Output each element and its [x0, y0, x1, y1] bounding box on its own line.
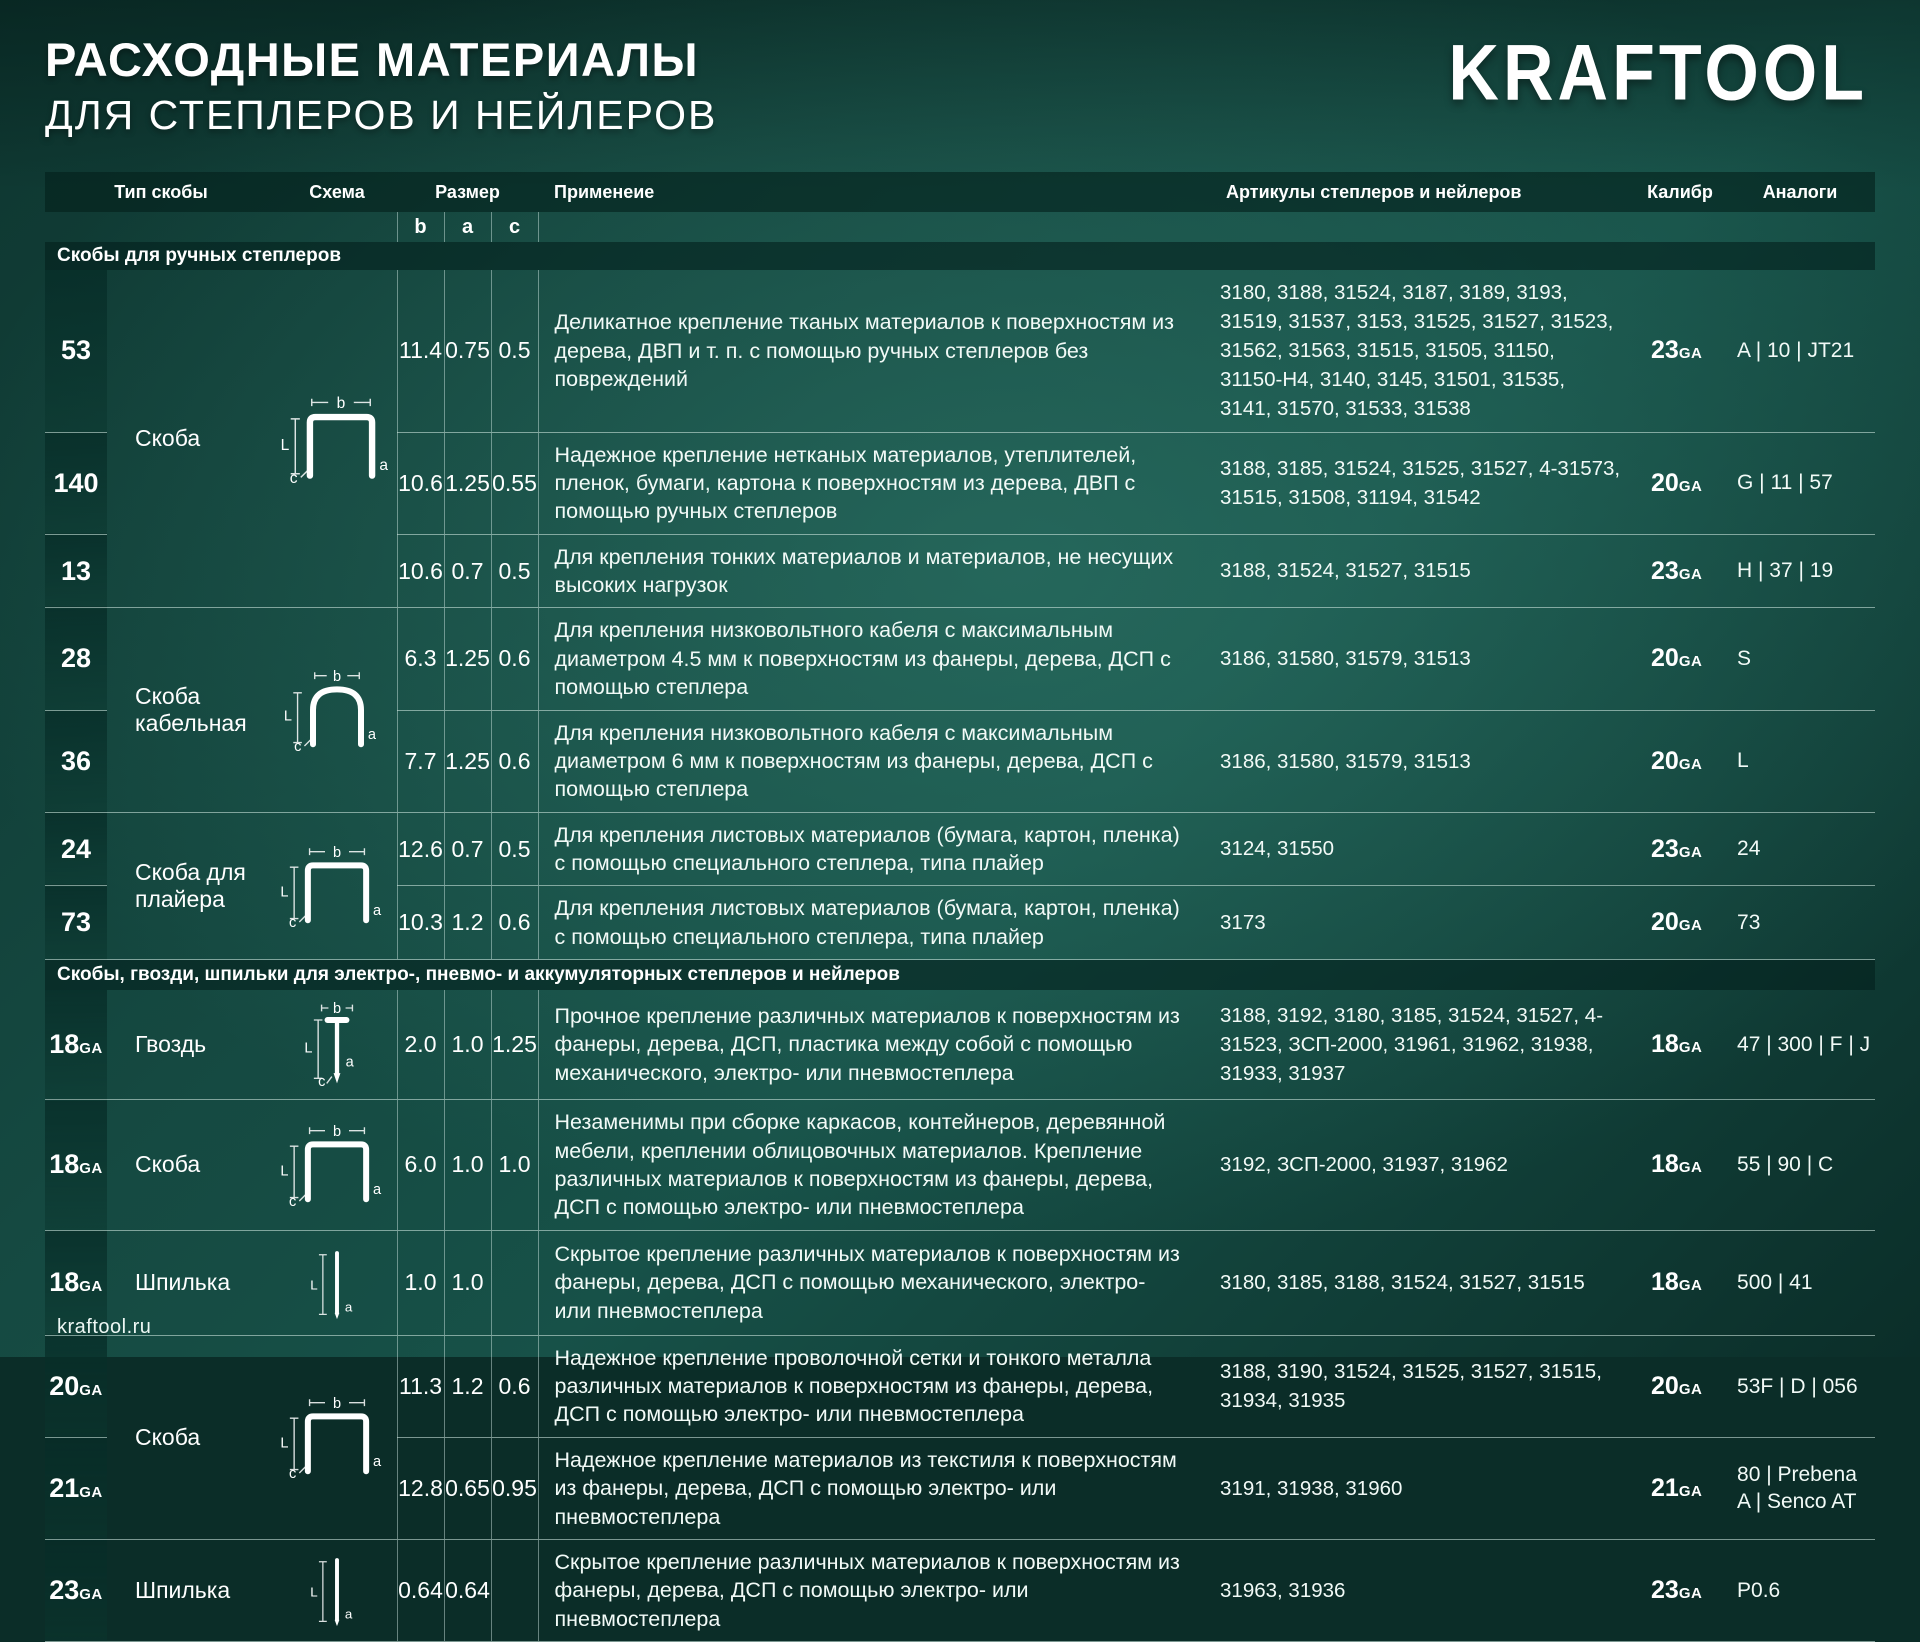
analogs-value: H | 37 | 19: [1725, 534, 1875, 608]
type-label: Гвоздь: [107, 990, 277, 1100]
size-b-value: 12.6: [397, 812, 444, 886]
analogs-value: S: [1725, 608, 1875, 710]
svg-text:c: c: [289, 1194, 297, 1211]
svg-text:L: L: [280, 1435, 289, 1452]
analogs-value: G | 11 | 57: [1725, 432, 1875, 534]
schema-cell: [277, 1335, 397, 1539]
application-text: Незаменимы при сборке каркасов, контейнеров, деревянной мебели, креплении облицовочных материалов. Крепление различных материалов к поверхностям из фанеры, дерева, ДСП с помощью электро- или пневмостеплера: [538, 1100, 1210, 1231]
application-text: Для крепления листовых материалов (бумага, картон, пленка) с помощью специального степлера, типа плайер: [538, 812, 1210, 886]
caliber-value: 23GA: [1635, 270, 1725, 432]
caliber-value: 20GA: [1635, 432, 1725, 534]
articles-list: 3188, 3185, 31524, 31525, 31527, 4-31573, 31515, 31508, 31194, 31542: [1210, 432, 1635, 534]
size-a-value: 0.64: [444, 1539, 491, 1641]
size-a-value: 0.75: [444, 270, 491, 432]
type-label: Шпилька: [107, 1230, 277, 1335]
size-b-value: 10.6: [397, 534, 444, 608]
articles-list: 3180, 3188, 31524, 3187, 3189, 3193, 31519, 31537, 3153, 31525, 31527, 31523, 31562, 31563, 31515, 31505, 31150, 31150-H4, 3140, 3145, 31501, 31535, 3141, 31570, 31533, 31538: [1210, 270, 1635, 432]
col-header-application: Применеие: [538, 172, 1210, 212]
svg-text:L: L: [310, 1276, 318, 1292]
size-c-value: 0.6: [491, 608, 538, 710]
table-row: [45, 990, 1875, 1100]
table-row: [45, 1539, 1875, 1641]
svg-text:a: a: [373, 1454, 382, 1471]
analogs-value: L: [1725, 710, 1875, 812]
table-row: [45, 1100, 1875, 1231]
section-title: Скобы, гвозди, шпильки для электро-, пневмо- и аккумуляторных степлеров и нейлеров: [45, 960, 1875, 990]
svg-text:b: b: [332, 1001, 342, 1018]
caliber-value: 21GA: [1635, 1437, 1725, 1539]
svg-text:c: c: [318, 1074, 326, 1091]
caliber-value: 20GA: [1635, 608, 1725, 710]
size-a-value: 1.25: [444, 608, 491, 710]
size-a-value: 1.25: [444, 432, 491, 534]
application-text: Надежное крепление материалов из текстиля к поверхностям из фанеры, дерева, ДСП с помощью электро- или пневмостеплера: [538, 1437, 1210, 1539]
application-text: Скрытое крепление различных материалов к поверхностям из фанеры, дерева, ДСП с помощью электро- или пневмостеплера: [538, 1539, 1210, 1641]
size-c-header: c: [491, 212, 538, 242]
articles-list: 3173: [1210, 886, 1635, 960]
size-b-value: 11.4: [397, 270, 444, 432]
size-a-value: 0.7: [444, 534, 491, 608]
row-number: 53: [45, 270, 107, 432]
svg-text:a: a: [344, 1606, 353, 1622]
cable-staple-schema-drawing: [277, 666, 397, 754]
articles-list: 3188, 31524, 31527, 31515: [1210, 534, 1635, 608]
size-c-value: 0.6: [491, 710, 538, 812]
svg-text:b: b: [332, 1123, 342, 1140]
svg-text:L: L: [283, 708, 292, 725]
row-number: 18GA: [45, 990, 107, 1100]
size-b-header: b: [397, 212, 444, 242]
row-number: 140: [45, 432, 107, 534]
size-c-value: 0.5: [491, 812, 538, 886]
size-c-value: 1.0: [491, 1100, 538, 1231]
schema-cell: [277, 270, 397, 608]
schema-cell: [277, 990, 397, 1100]
size-b-value: 10.3: [397, 886, 444, 960]
articles-list: 3188, 3192, 3180, 3185, 31524, 31527, 4-31523, ЗСП-2000, 31961, 31962, 31938, 31933, 31937: [1210, 990, 1635, 1100]
pin-schema-drawing: [282, 1239, 392, 1327]
svg-text:L: L: [280, 436, 290, 454]
type-label: Скоба для плайера: [107, 812, 277, 960]
type-label: Скоба кабельная: [107, 608, 277, 812]
size-b-value: 1.0: [397, 1230, 444, 1335]
section-row-electric-staplers: [45, 960, 1875, 990]
size-b-value: 10.6: [397, 432, 444, 534]
analogs-value: A | 10 | JT21: [1725, 270, 1875, 432]
size-b-value: 12.8: [397, 1437, 444, 1539]
size-a-value: 1.0: [444, 990, 491, 1100]
application-text: Деликатное крепление тканых материалов к поверхностям из дерева, ДВП и т. п. с помощью ручных степлеров без повреждений: [538, 270, 1210, 432]
row-number: 28: [45, 608, 107, 710]
application-text: Надежное крепление нетканых материалов, утеплителей, пленок, бумаги, картона к поверхностям из дерева, ДВП с помощью ручных степлеров: [538, 432, 1210, 534]
analogs-value: 500 | 41: [1725, 1230, 1875, 1335]
schema-cell: [277, 1100, 397, 1231]
size-a-header: a: [444, 212, 491, 242]
analogs-value: 53F | D | 056: [1725, 1335, 1875, 1437]
size-b-value: 2.0: [397, 990, 444, 1100]
size-b-value: 11.3: [397, 1335, 444, 1437]
svg-text:a: a: [373, 903, 382, 920]
row-number: 73: [45, 886, 107, 960]
row-number: 21GA: [45, 1437, 107, 1539]
table-row: [45, 1230, 1875, 1335]
caliber-value: 23GA: [1635, 1539, 1725, 1641]
size-c-value: 0.95: [491, 1437, 538, 1539]
table-header-row: [45, 172, 1875, 212]
type-label: Шпилька: [107, 1539, 277, 1641]
col-header-schema: Схема: [277, 172, 397, 212]
size-a-value: 1.2: [444, 1335, 491, 1437]
size-b-value: 7.7: [397, 710, 444, 812]
size-a-value: 0.65: [444, 1437, 491, 1539]
size-c-value: [491, 1230, 538, 1335]
svg-text:L: L: [280, 1163, 289, 1180]
size-c-value: 0.5: [491, 534, 538, 608]
svg-text:b: b: [332, 844, 342, 861]
type-label: Скоба: [107, 270, 277, 608]
articles-list: 3192, ЗСП-2000, 31937, 31962: [1210, 1100, 1635, 1231]
size-c-value: [491, 1539, 538, 1641]
row-number: 18GA: [45, 1230, 107, 1335]
col-header-analogs: Аналоги: [1725, 172, 1875, 212]
row-number: 36: [45, 710, 107, 812]
size-a-value: 1.2: [444, 886, 491, 960]
svg-text:a: a: [344, 1298, 353, 1314]
schema-cell: [277, 608, 397, 812]
type-label: Скоба: [107, 1335, 277, 1539]
size-c-value: 1.25: [491, 990, 538, 1100]
caliber-value: 23GA: [1635, 534, 1725, 608]
col-header-type: Тип скобы: [45, 172, 277, 212]
size-c-value: 0.6: [491, 886, 538, 960]
row-number: 23GA: [45, 1539, 107, 1641]
application-text: Для крепления низковольтного кабеля с максимальным диаметром 6 мм к поверхностям из фанеры, дерева, ДСП с помощью степлера: [538, 710, 1210, 812]
analogs-value: 80 | Prebena A | Senco AT: [1725, 1437, 1875, 1539]
analogs-value: 24: [1725, 812, 1875, 886]
articles-list: 3191, 31938, 31960: [1210, 1437, 1635, 1539]
size-a-value: 1.0: [444, 1100, 491, 1231]
size-c-value: 0.5: [491, 270, 538, 432]
svg-text:a: a: [367, 727, 376, 744]
svg-text:b: b: [336, 394, 346, 412]
svg-text:a: a: [379, 456, 389, 474]
caliber-value: 20GA: [1635, 886, 1725, 960]
size-a-value: 1.25: [444, 710, 491, 812]
section-title: Скобы для ручных степлеров: [45, 242, 1875, 270]
size-c-value: 0.6: [491, 1335, 538, 1437]
size-a-value: 0.7: [444, 812, 491, 886]
svg-text:a: a: [345, 1054, 354, 1071]
analogs-value: 47 | 300 | F | J: [1725, 990, 1875, 1100]
size-subheader-row: [45, 212, 1875, 242]
row-number: 24: [45, 812, 107, 886]
application-text: Скрытое крепление различных материалов к поверхностям из фанеры, дерева, ДСП с помощью механического, электро- или пневмостеплера: [538, 1230, 1210, 1335]
schema-cell: [277, 812, 397, 960]
nail-schema-drawing: [277, 998, 397, 1090]
articles-list: 3186, 31580, 31579, 31513: [1210, 710, 1635, 812]
analogs-value: 73: [1725, 886, 1875, 960]
consumables-table: [45, 172, 1875, 1642]
col-header-size: Размер: [397, 172, 538, 212]
website-link[interactable]: kraftool.ru: [57, 1316, 152, 1338]
articles-list: 3124, 31550: [1210, 812, 1635, 886]
svg-text:b: b: [332, 1396, 342, 1413]
svg-text:c: c: [289, 915, 297, 932]
caliber-value: 18GA: [1635, 1100, 1725, 1231]
table-row: [45, 812, 1875, 886]
section-row-hand-staplers: [45, 242, 1875, 270]
type-label: Скоба: [107, 1100, 277, 1231]
svg-text:L: L: [280, 884, 289, 901]
page-title-line1: РАСХОДНЫЕ МАТЕРИАЛЫ: [45, 33, 700, 86]
page-title-line2: ДЛЯ СТЕПЛЕРОВ И НЕЙЛЕРОВ: [45, 91, 718, 138]
size-b-value: 6.0: [397, 1100, 444, 1231]
svg-text:L: L: [304, 1040, 313, 1057]
kraftool-logo: KRAFTOOL: [1448, 29, 1868, 117]
articles-list: 3186, 31580, 31579, 31513: [1210, 608, 1635, 710]
row-number: 20GA: [45, 1335, 107, 1437]
articles-list: 3188, 3190, 31524, 31525, 31527, 31515, 31934, 31935: [1210, 1335, 1635, 1437]
schema-cell: [277, 1230, 397, 1335]
svg-text:c: c: [289, 469, 298, 487]
caliber-value: 23GA: [1635, 812, 1725, 886]
staple-schema-drawing: [277, 393, 405, 485]
caliber-value: 20GA: [1635, 1335, 1725, 1437]
staple-schema-drawing: [277, 1121, 397, 1209]
application-text: Для крепления листовых материалов (бумага, картон, пленка) с помощью специального степлера, типа плайер: [538, 886, 1210, 960]
application-text: Прочное крепление различных материалов к поверхностям из фанеры, дерева, ДСП, пластика между собой с помощью механического, электро- или пневмостеплера: [538, 990, 1210, 1100]
caliber-value: 18GA: [1635, 1230, 1725, 1335]
size-b-value: 0.64: [397, 1539, 444, 1641]
size-b-value: 6.3: [397, 608, 444, 710]
pin-schema-drawing: [282, 1546, 392, 1634]
caliber-value: 18GA: [1635, 990, 1725, 1100]
application-text: Надежное крепление проволочной сетки и тонкого металла различных материалов к поверхностям из фанеры, дерева, ДСП с помощью электро- или пневмостеплера: [538, 1335, 1210, 1437]
size-a-value: 1.0: [444, 1230, 491, 1335]
svg-text:c: c: [289, 1466, 297, 1483]
svg-text:L: L: [310, 1584, 318, 1600]
page-title: [45, 34, 717, 139]
table-row: [45, 608, 1875, 710]
col-header-caliber: Калибр: [1635, 172, 1725, 212]
articles-list: 3180, 3185, 3188, 31524, 31527, 31515: [1210, 1230, 1635, 1335]
row-number: 13: [45, 534, 107, 608]
table-row: [45, 1335, 1875, 1437]
staple-schema-drawing: [277, 1393, 397, 1481]
application-text: Для крепления низковольтного кабеля с максимальным диаметром 4.5 мм к поверхностям из фанеры, дерева, ДСП с помощью степлера: [538, 608, 1210, 710]
size-c-value: 0.55: [491, 432, 538, 534]
svg-text:c: c: [294, 739, 302, 756]
articles-list: 31963, 31936: [1210, 1539, 1635, 1641]
svg-text:b: b: [332, 668, 342, 685]
table-row: [45, 270, 1875, 432]
caliber-value: 20GA: [1635, 710, 1725, 812]
analogs-value: P0.6: [1725, 1539, 1875, 1641]
analogs-value: 55 | 90 | C: [1725, 1100, 1875, 1231]
row-number: 18GA: [45, 1100, 107, 1231]
application-text: Для крепления тонких материалов и материалов, не несущих высоких нагрузок: [538, 534, 1210, 608]
staple-schema-drawing: [277, 842, 397, 930]
svg-text:a: a: [373, 1182, 382, 1199]
col-header-articles: Артикулы степлеров и нейлеров: [1210, 172, 1635, 212]
schema-cell: [277, 1539, 397, 1641]
